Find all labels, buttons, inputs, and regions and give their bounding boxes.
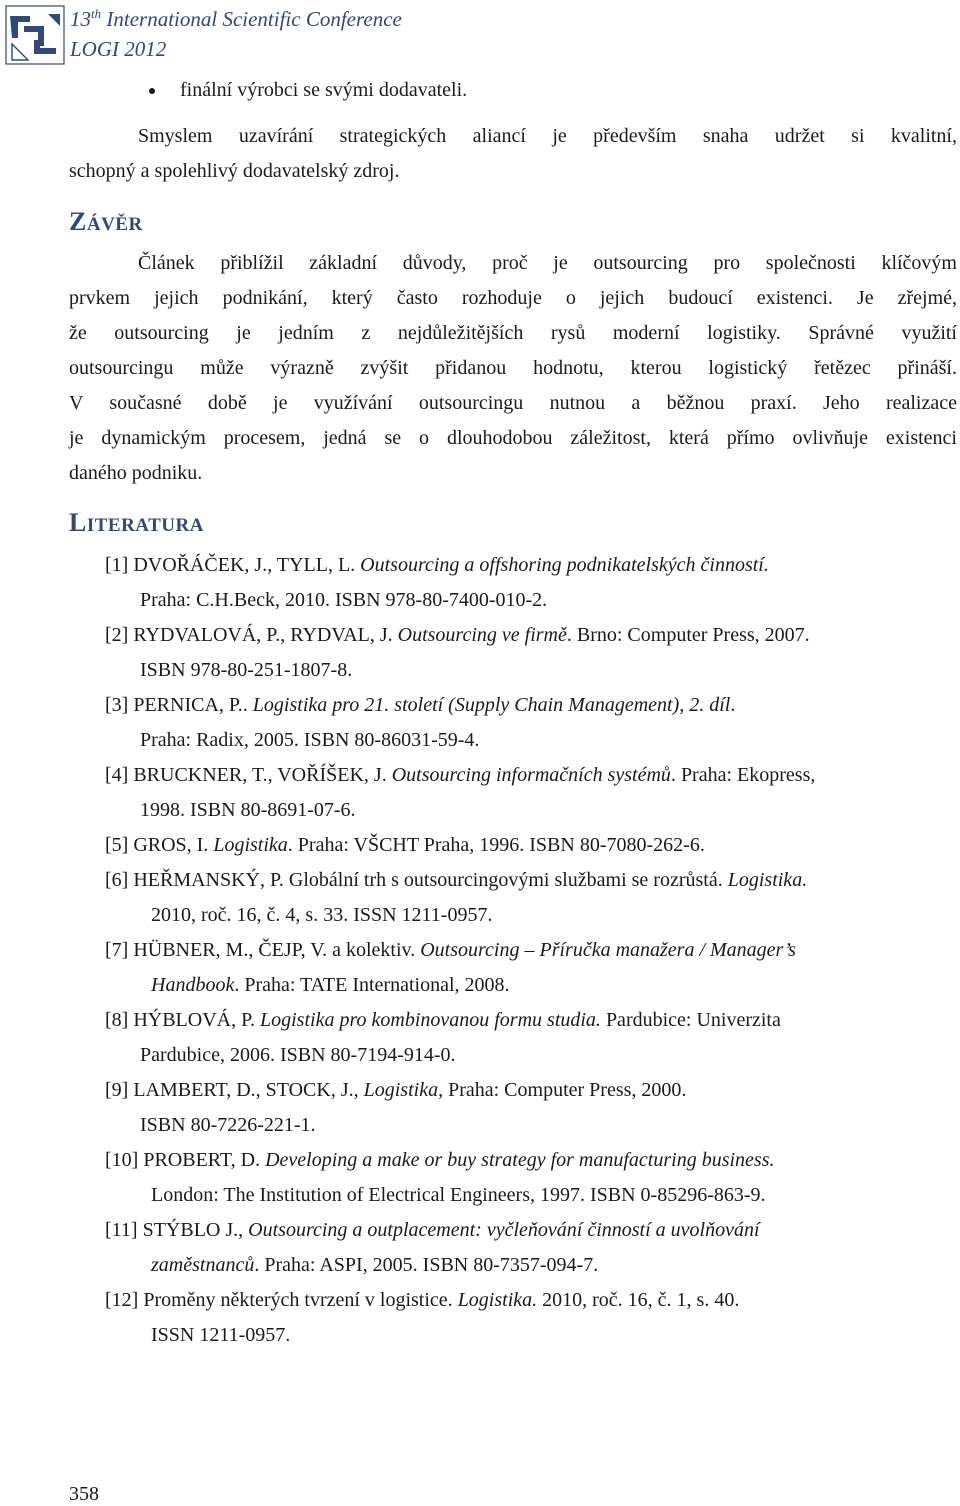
conference-name: LOGI 2012 (70, 37, 167, 61)
reference-item: [4] BRUCKNER, T., VOŘÍŠEK, J. Outsourcing informačních systémů. Praha: Ekopress, 1998. ISBN 80-8691-07-6. (105, 764, 816, 821)
intro-paragraph: Smyslem uzavírání strategických aliancí je především snaha udržet si kvalitní, schopný a spolehlivý dodavatelský zdroj. (69, 125, 957, 182)
reference-item: [8] HÝBLOVÁ, P. Logistika pro kombinovanou formu studia. Pardubice: Univerzita Pardubice, 2006. ISBN 80-7194-914-0. (105, 1009, 781, 1066)
reference-list (105, 548, 955, 1353)
reference-item: [12] Proměny některých tvrzení v logistice. Logistika. 2010, roč. 16, č. 1, s. 40. ISSN 1211-0957. (105, 1289, 740, 1346)
reference-item: [10] PROBERT, D. Developing a make or buy strategy for manufacturing business. London: The Institution of Electrical Engineers, 1997. ISBN 0-85296-863-9. (105, 1149, 775, 1206)
reference-item: [1] DVOŘÁČEK, J., TYLL, L. Outsourcing a offshoring podnikatelských činností. Praha: C.H.Beck, 2010. ISBN 978-80-7400-010-2. (105, 554, 769, 611)
conference-logo (4, 4, 66, 66)
page-number: 358 (69, 1483, 99, 1505)
literature-heading: LITERATURA (69, 508, 204, 537)
conclusion-heading: ZÁVĚR (69, 207, 143, 236)
bullet-item: finální výrobci se svými dodavateli. (180, 79, 467, 102)
reference-item: [7] HÜBNER, M., ČEJP, V. a kolektiv. Outsourcing – Příručka manažera / Manager’s Handbook. Praha: TATE International, 2008. (105, 939, 796, 996)
reference-item: [5] GROS, I. Logistika. Praha: VŠCHT Praha, 1996. ISBN 80-7080-262-6. (105, 834, 705, 856)
bullet-dot-icon (149, 88, 155, 94)
page-header (0, 0, 960, 70)
reference-item: [6] HEŘMANSKÝ, P. Globální trh s outsourcingovými službami se rozrůstá. Logistika. 2010, roč. 16, č. 4, s. 33. ISSN 1211-0957. (105, 869, 808, 926)
conference-title: 13th International Scientific Conference (70, 6, 402, 31)
reference-item: [2] RYDVALOVÁ, P., RYDVAL, J. Outsourcing ve firmě. Brno: Computer Press, 2007. ISBN 978-80-251-1807-8. (105, 624, 810, 681)
reference-item: [3] PERNICA, P.. Logistika pro 21. století (Supply Chain Management), 2. díl. Praha: Radix, 2005. ISBN 80-86031-59-4. (105, 694, 736, 751)
reference-item: [9] LAMBERT, D., STOCK, J., Logistika, Praha: Computer Press, 2000. ISBN 80-7226-221-1. (105, 1079, 687, 1136)
reference-item: [11] STÝBLO J., Outsourcing a outplacement: vyčleňování činností a uvolňování zaměstnanců. Praha: ASPI, 2005. ISBN 80-7357-094-7. (105, 1219, 760, 1276)
conclusion-paragraph: Článek přiblížil základní důvody, proč je outsourcing pro společnosti klíčovým prvkem jejich podnikání, který často rozhoduje o jejich budoucí existenci. Je zřejmé, že outsourcing je jedním z nejdůležitějších rysů moderní logistiky. Správné využití outsourcingu může výrazně zvýšit přidanou hodnotu, kterou logistický řetězec přináší. V současné době je využívání outsourcingu nutnou a běžnou praxí. Jeho realizace je dynamickým procesem, jedná se o dlouhodobou záležitost, která přímo ovlivňuje existenci daného podniku. (69, 252, 957, 484)
